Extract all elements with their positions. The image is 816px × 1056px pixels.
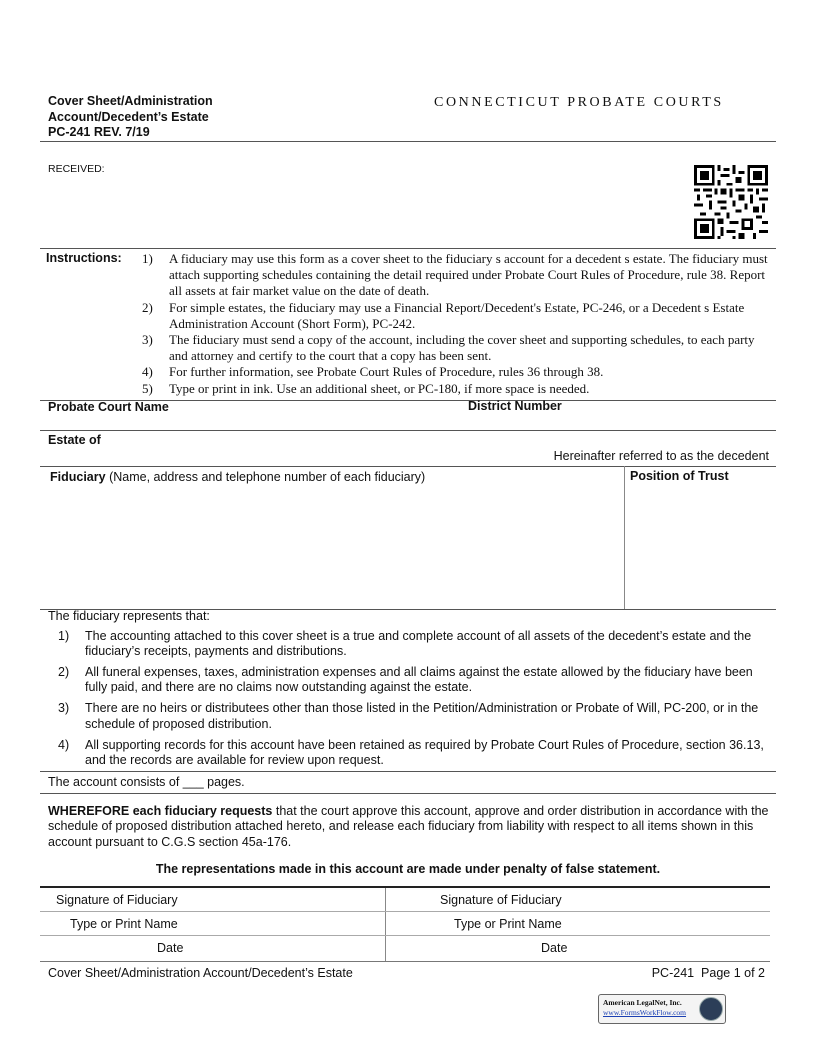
representation-text: The accounting attached to this cover sheet is a true and complete account of all assets of the decedent’s estate and the fiduciary’s receipts, payments and distributions.	[85, 629, 752, 659]
hereinafter-note: Hereinafter referred to as the decedent	[553, 449, 769, 463]
wherefore-paragraph	[48, 804, 772, 850]
representations-list	[58, 629, 770, 774]
instruction-item	[142, 364, 774, 380]
fiduciary-divider	[40, 466, 776, 467]
signature-bottom-rule	[40, 961, 770, 962]
form-title	[48, 94, 213, 141]
header-divider	[40, 141, 776, 142]
instruction-number: 5)	[142, 380, 153, 396]
globe-icon	[699, 997, 723, 1021]
court-heading: CONNECTICUT PROBATE COURTS	[434, 95, 724, 110]
probate-court-name-field[interactable]: Probate Court Name	[48, 400, 169, 414]
representation-number: 1)	[58, 629, 70, 643]
instruction-text: For simple estates, the fiduciary may use a Financial Report/Decedent's Estate, PC-246, or a Decedent s Estate Administration Account (Short Form), PC-242.	[169, 299, 745, 331]
signature-column-divider	[385, 888, 386, 962]
instruction-text: The fiduciary must send a copy of the account, including the cover sheet and supporting schedules, to each party and attorney and certify to the court that a copy has been sent.	[169, 332, 755, 364]
representation-text: All funeral expenses, taxes, administration expenses and all claims against the estate allowed by the fiduciary have been fully paid, and there are no claims now outstanding against the estate.	[85, 665, 753, 695]
footer-form-title: Cover Sheet/Administration Account/Decedent’s Estate	[48, 966, 353, 980]
position-of-trust-field[interactable]: Position of Trust	[630, 469, 729, 483]
representation-item	[58, 738, 770, 768]
estate-of-field[interactable]: Estate of	[48, 433, 101, 447]
representation-item	[58, 665, 770, 695]
received-label: RECEIVED:	[48, 163, 105, 175]
logo-company: American LegalNet, Inc.	[603, 998, 682, 1007]
district-number-field[interactable]: District Number	[468, 399, 562, 413]
logo-url[interactable]: www.FormsWorkFlow.com	[603, 1008, 687, 1017]
instruction-text: For further information, see Probate Court Rules of Procedure, rules 36 through 38.	[169, 364, 604, 380]
representation-number: 2)	[58, 665, 70, 680]
instruction-item	[142, 332, 774, 364]
date-left[interactable]: Date	[157, 941, 184, 955]
representation-item	[58, 629, 770, 659]
received-divider	[40, 248, 776, 249]
footer-page-number: PC-241 Page 1 of 2	[651, 966, 765, 980]
representation-text: All supporting records for this account have been retained as required by Probate Court Rules of Procedure, section 36.13, and the records are available for review upon request.	[85, 737, 764, 767]
pages-divider	[40, 771, 776, 772]
instruction-item	[142, 300, 774, 332]
instruction-text: Type or print in ink. Use an additional sheet, or PC-180, if more space is needed.	[169, 380, 590, 396]
instruction-number: 4)	[142, 364, 153, 380]
instruction-number: 2)	[142, 299, 153, 315]
estate-divider	[40, 430, 776, 431]
fiduciary-hint: (Name, address and telephone number of each fiduciary)	[109, 470, 426, 484]
instructions-label: Instructions:	[46, 251, 122, 265]
print-name-left[interactable]: Type or Print Name	[70, 917, 178, 931]
form-title-line1: Cover Sheet/Administration	[48, 94, 213, 108]
instructions-list	[142, 251, 774, 397]
form-title-line2: Account/Decedent’s Estate	[48, 109, 209, 124]
wherefore-text: that the court approve this account, approve and order distribution in accordance with the schedule of proposed distribution attached hereto, and release each fiduciary from liability with respect to all items shown in this account pursuant to C.G.S section 45a-176.	[48, 804, 769, 849]
signature-top-rule	[40, 886, 770, 888]
wherefore-lead: WHEREFORE each fiduciary requests	[48, 804, 273, 818]
publisher-logo[interactable]	[598, 994, 726, 1024]
representation-text: There are no heirs or distributees other than those listed in the Petition/Administration or Probate of Will, PC-200, or in the schedule of proposed distribution.	[85, 701, 759, 731]
fiduciary-column-divider	[624, 466, 625, 609]
name-row-divider	[40, 935, 770, 936]
date-right[interactable]: Date	[541, 941, 568, 955]
wherefore-divider	[40, 793, 776, 794]
instruction-item	[142, 251, 774, 300]
representations-intro: The fiduciary represents that:	[48, 609, 210, 623]
fiduciary-field[interactable]	[50, 470, 425, 484]
signature-fiduciary-right[interactable]: Signature of Fiduciary	[440, 893, 562, 907]
representation-item	[58, 701, 770, 731]
qr-code-icon	[694, 165, 768, 239]
instruction-item	[142, 381, 774, 397]
signature-fiduciary-left[interactable]: Signature of Fiduciary	[56, 893, 178, 907]
penalty-statement: The representations made in this account are made under penalty of false statement.	[155, 862, 661, 876]
form-number: PC-241 REV. 7/19	[48, 125, 150, 139]
print-name-right[interactable]: Type or Print Name	[454, 917, 562, 931]
fiduciary-label: Fiduciary	[50, 470, 106, 484]
signature-row-divider	[40, 911, 770, 912]
instruction-number: 1)	[142, 251, 153, 266]
pages-count-field[interactable]: The account consists of ___ pages.	[48, 775, 245, 789]
instruction-number: 3)	[142, 332, 153, 348]
instruction-text: A fiduciary may use this form as a cover sheet to the fiduciary s account for a decedent s estate. The fiduciary must attach supporting schedules containing the detail required under Probate Court Rules of Procedure, rule 38. Report all assets at fair market value on the date of death.	[169, 251, 768, 299]
representation-number: 4)	[58, 737, 70, 752]
representation-number: 3)	[58, 701, 70, 716]
